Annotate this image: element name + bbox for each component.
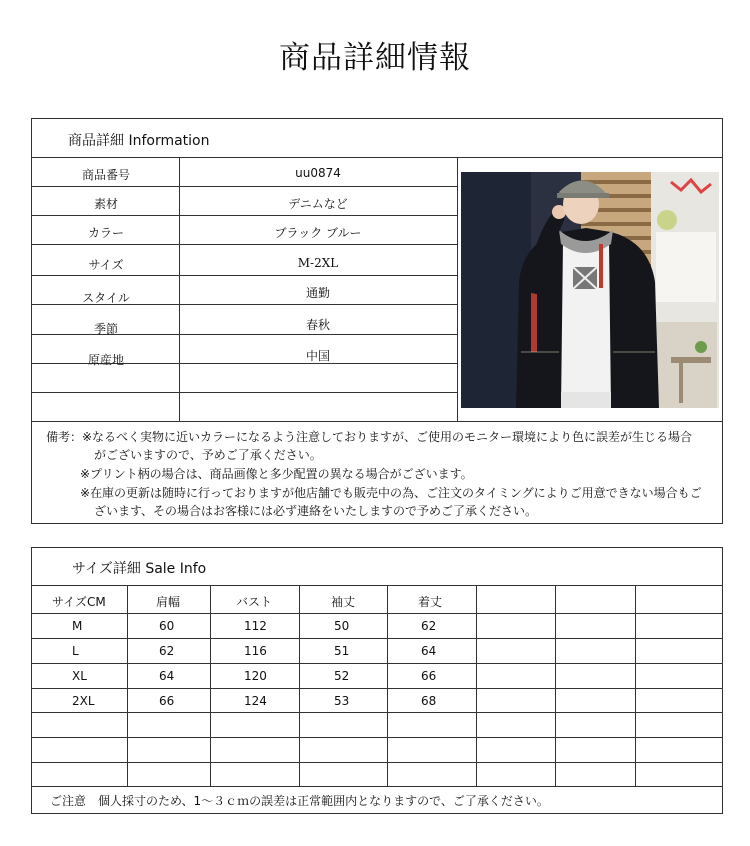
divider — [31, 786, 723, 787]
info-label-material: 素材 — [93, 197, 118, 211]
size-row-sleeve: 50 — [334, 619, 350, 633]
info-label-style: スタイル — [82, 291, 130, 305]
info-value-color: ブラック ブルー — [274, 226, 362, 240]
divider — [31, 663, 723, 664]
size-row-bust: 124 — [244, 694, 267, 708]
notes-line-1: 備考：※なるべく実物に近いカラーになるよう注意しておりますが、ご使用のモニター環境により色に誤差が生じる場合 — [46, 430, 693, 444]
size-header: サイズ詳細 Sale Info — [72, 561, 207, 577]
divider — [555, 585, 556, 786]
product-photo-illustration — [461, 172, 719, 408]
size-row-shoulder: 64 — [159, 669, 175, 683]
notes-line-2: がございますので、予めご了承ください。 — [94, 448, 322, 462]
info-label-size: サイズ — [88, 258, 124, 272]
divider — [31, 712, 723, 713]
divider — [31, 585, 723, 586]
divider — [31, 157, 723, 158]
info-label-origin: 原産地 — [87, 353, 124, 367]
size-col-header-bust: バスト — [236, 595, 273, 609]
size-col-header-size: サイズCM — [52, 595, 106, 609]
info-value-size: M-2XL — [297, 256, 339, 270]
size-row-size: XL — [72, 669, 87, 683]
info-header: 商品詳細 Information — [68, 133, 210, 149]
size-row-bust: 116 — [244, 644, 267, 658]
size-row-sleeve: 53 — [334, 694, 350, 708]
divider — [31, 421, 723, 422]
divider — [635, 585, 636, 786]
size-col-header-sleeve: 袖丈 — [331, 595, 356, 609]
size-row-length: 62 — [421, 619, 437, 633]
divider — [31, 762, 723, 763]
divider — [31, 186, 457, 187]
divider — [127, 585, 128, 786]
divider — [31, 244, 457, 245]
info-value-season: 春秋 — [305, 318, 330, 332]
divider — [31, 275, 457, 276]
size-row-length: 64 — [421, 644, 437, 658]
size-row-sleeve: 52 — [334, 669, 350, 683]
notes-line-5: ざいます、その場合はお客様には必ず連絡をいたしますので予めご了承ください。 — [94, 504, 538, 518]
info-label-season: 季節 — [93, 322, 118, 336]
divider — [457, 157, 458, 421]
divider — [31, 737, 723, 738]
product-photo — [461, 172, 719, 408]
divider — [31, 215, 457, 216]
divider — [299, 585, 300, 786]
size-row-shoulder: 60 — [159, 619, 175, 633]
size-row-shoulder: 62 — [159, 644, 175, 658]
size-row-length: 66 — [421, 669, 437, 683]
info-value-material: デニムなど — [288, 197, 348, 211]
size-row-sleeve: 51 — [334, 644, 350, 658]
divider — [31, 688, 723, 689]
size-col-header-shoulder: 肩幅 — [156, 595, 181, 609]
size-box — [31, 547, 723, 814]
divider — [31, 613, 723, 614]
size-row-bust: 120 — [244, 669, 267, 683]
info-label-product-number: 商品番号 — [81, 168, 130, 182]
size-row-bust: 112 — [244, 619, 267, 633]
info-value-origin: 中国 — [305, 349, 330, 363]
size-footer-note: ご注意 個人採寸のため、1～３ｃｍの誤差は正常範囲内となりますので、ご了承ください。 — [50, 794, 549, 808]
divider — [476, 585, 477, 786]
size-col-header-length: 着丈 — [418, 595, 443, 609]
size-row-size: 2XL — [72, 694, 95, 708]
size-row-size: L — [72, 644, 79, 658]
info-value-product-number: uu0874 — [295, 166, 341, 180]
page-title: 商品詳細情報 — [279, 40, 471, 76]
size-row-shoulder: 66 — [159, 694, 175, 708]
size-row-size: M — [72, 619, 83, 633]
divider — [31, 392, 457, 393]
divider — [210, 585, 211, 786]
info-label-color: カラー — [87, 226, 124, 240]
divider — [387, 585, 388, 786]
notes-line-3: ※プリント柄の場合は、商品画像と多少配置の異なる場合がございます。 — [80, 467, 473, 481]
size-row-length: 68 — [421, 694, 437, 708]
notes-line-4: ※在庫の更新は随時に行っておりますが他店舗でも販売中の為、ご注文のタイミングによりご用意できない場合もご — [80, 486, 702, 500]
divider — [31, 638, 723, 639]
info-value-style: 通勤 — [305, 286, 330, 300]
